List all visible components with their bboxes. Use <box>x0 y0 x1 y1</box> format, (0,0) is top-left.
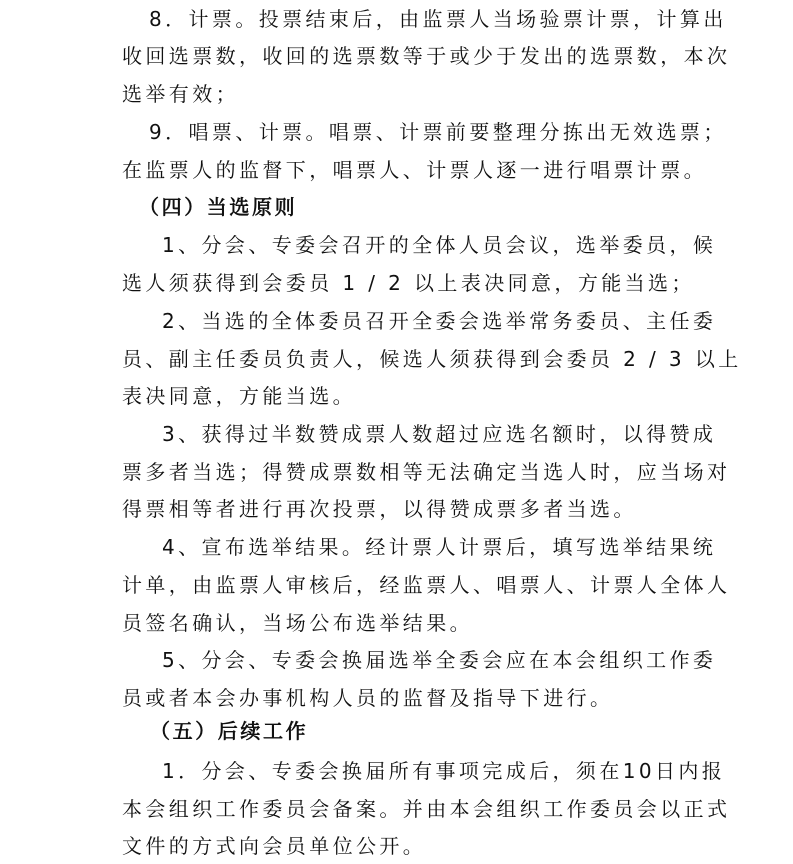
paragraph-line: 3、获得过半数赞成票人数超过应选名额时，以得赞成 <box>162 422 717 446</box>
paragraph-line: 2、当选的全体委员召开全委会选举常务委员、主任委 <box>162 309 717 333</box>
paragraph-line: 本会组织工作委员会备案。并由本会组织工作委员会以正式 <box>122 797 731 821</box>
paragraph-line: 8．计票。投票结束后，由监票人当场验票计票，计算出 <box>149 7 727 31</box>
paragraph-line: 表决同意，方能当选。 <box>122 384 356 408</box>
paragraph-line: 收回选票数，收回的选票数等于或少于发出的选票数，本次 <box>122 44 731 68</box>
paragraph-line: 1．分会、专委会换届所有事项完成后，须在10日内报 <box>162 759 726 783</box>
paragraph-line: 选人须获得到会委员 1 / 2 以上表决同意，方能当选； <box>122 271 695 295</box>
paragraph-line: 计单，由监票人审核后，经监票人、唱票人、计票人全体人 <box>122 573 731 597</box>
paragraph-line: 得票相等者进行再次投票，以得赞成票多者当选。 <box>122 497 637 521</box>
paragraph-line: 5、分会、专委会换届选举全委会应在本会组织工作委 <box>162 648 717 672</box>
paragraph-line: 文件的方式向会员单位公开。 <box>122 834 427 858</box>
paragraph-line: 1、分会、专委会召开的全体人员会议，选举委员，候 <box>162 233 717 257</box>
paragraph-line: 9．唱票、计票。唱票、计票前要整理分拣出无效选票； <box>149 120 727 144</box>
paragraph-line: 员或者本会办事机构人员的监督及指导下进行。 <box>122 686 614 710</box>
paragraph-line: 选举有效； <box>122 82 239 106</box>
paragraph-line: 员、副主任委员负责人，候选人须获得到会委员 2 / 3 以上 <box>122 347 742 371</box>
section-heading: （五）后续工作 <box>150 719 309 743</box>
paragraph-line: 员签名确认，当场公布选举结果。 <box>122 611 473 635</box>
paragraph-line: 4、宣布选举结果。经计票人计票后，填写选举结果统 <box>162 535 717 559</box>
section-heading: （四）当选原则 <box>139 195 298 219</box>
paragraph-line: 在监票人的监督下，唱票人、计票人逐一进行唱票计票。 <box>122 158 707 182</box>
paragraph-line: 票多者当选；得赞成票数相等无法确定当选人时，应当场对 <box>122 460 731 484</box>
